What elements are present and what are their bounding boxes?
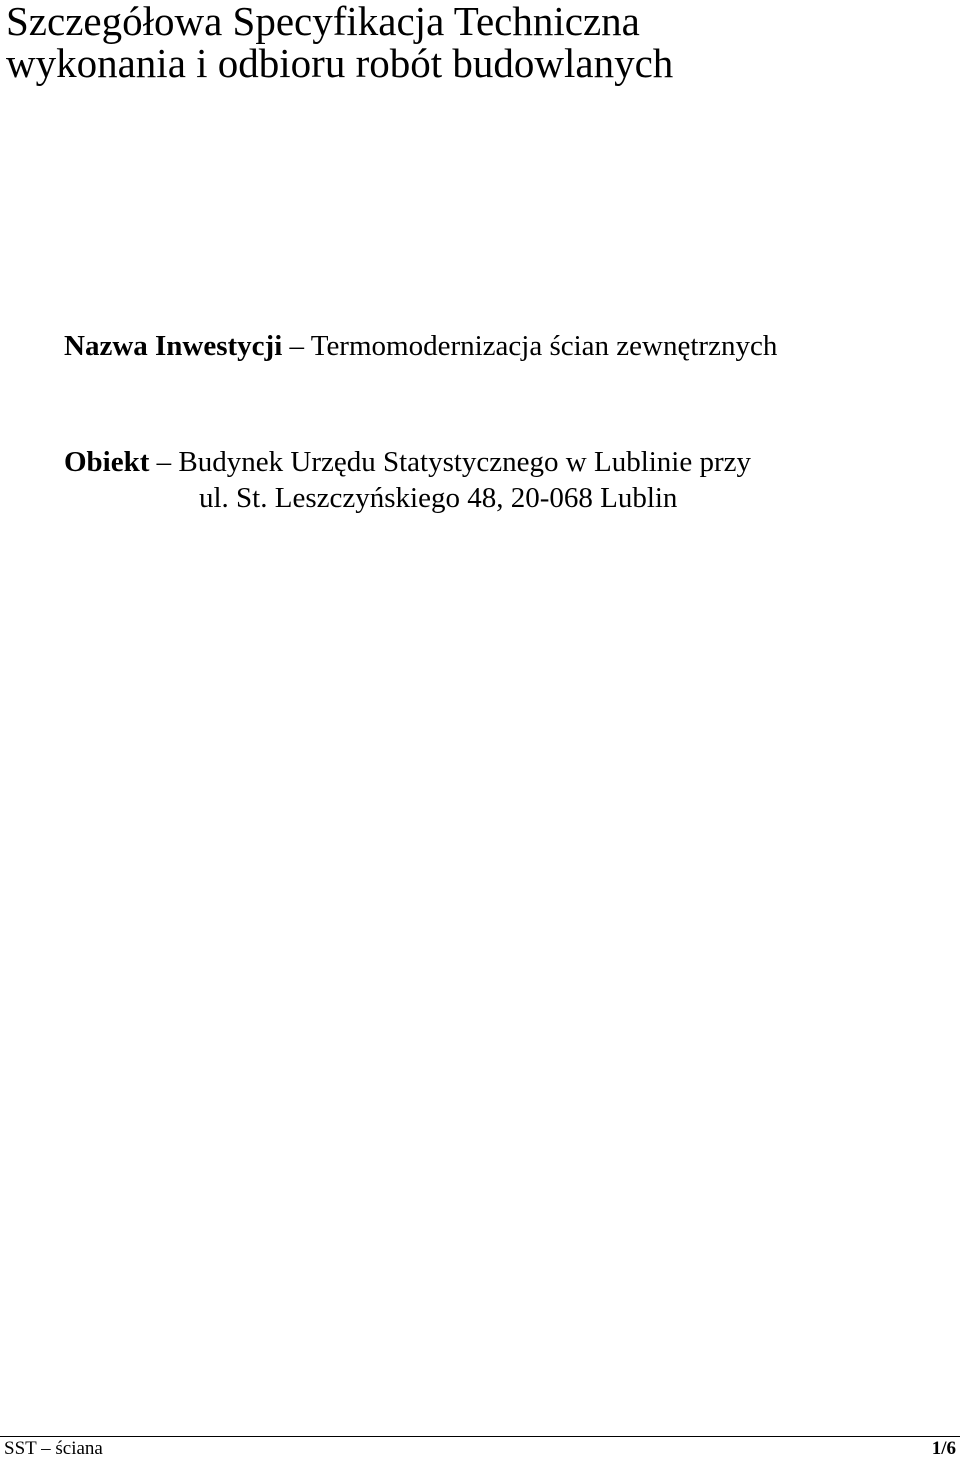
title-line-1: Szczegółowa Specyfikacja Techniczna [6, 0, 640, 44]
object-value-line-2: ul. St. Leszczyńskiego 48, 20-068 Lublin [199, 482, 678, 514]
object-separator: – [149, 446, 179, 478]
title-line-2: wykonania i odbioru robót budowlanych [6, 40, 674, 86]
object-field [64, 444, 751, 516]
document-title [6, 0, 946, 84]
investment-label: Nazwa Inwestycji [64, 330, 283, 362]
object-label: Obiekt [64, 446, 150, 478]
page-footer [0, 1436, 960, 1461]
investment-value: Termomodernizacja ścian zewnętrznych [310, 330, 778, 362]
object-value-line-1: Budynek Urzędu Statystycznego w Lublinie przy [178, 446, 752, 478]
footer-section-label: SST – ściana [4, 1438, 103, 1459]
investment-name-field [64, 328, 777, 364]
page-number: 1/6 [931, 1438, 956, 1459]
investment-separator: – [282, 330, 311, 362]
